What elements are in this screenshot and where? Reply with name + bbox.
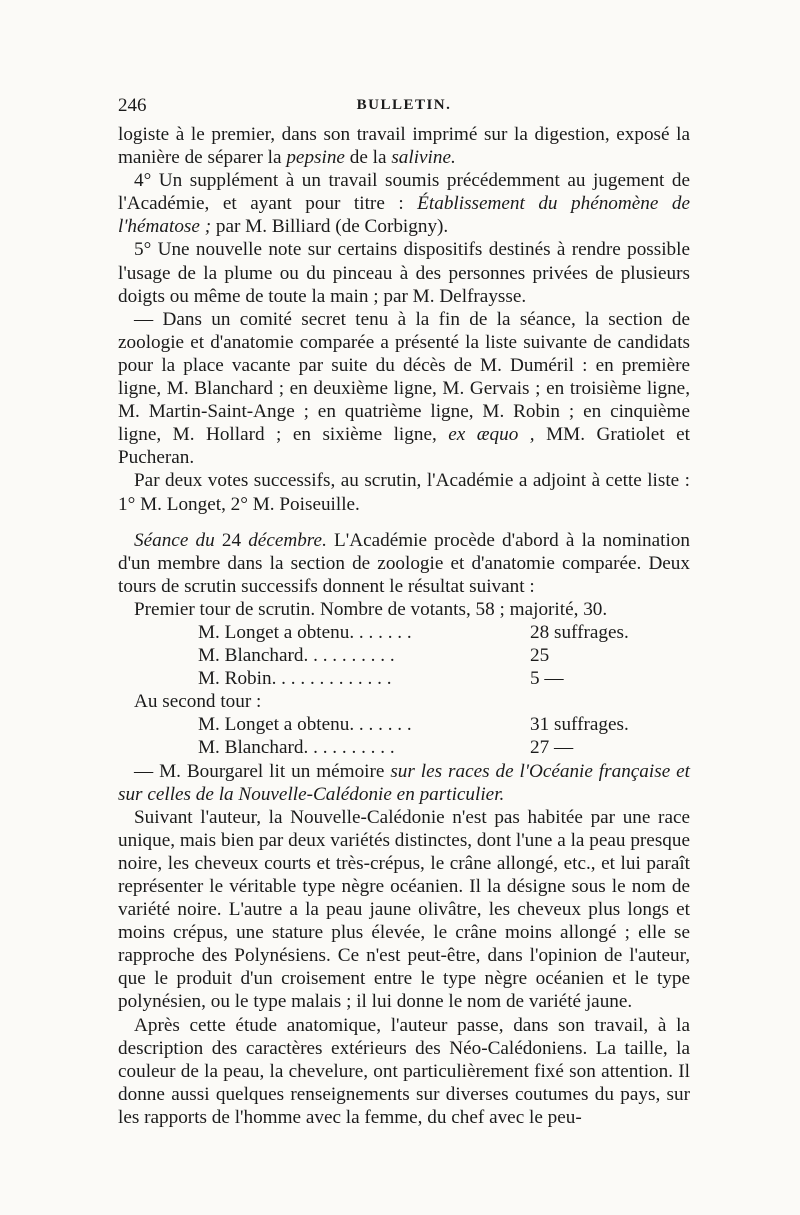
emphasis-span: ex æquo , <box>448 424 535 446</box>
first-round-heading: Premier tour de scrutin. Nombre de votants, 58 ; majorité, 30. <box>134 598 608 620</box>
vote-count: 28 suffrages. <box>530 621 629 643</box>
candidate-name: M. Robin. . . . . . . . . . . . . <box>198 668 392 690</box>
candidate-name: M. Longet a obtenu. . . . . . . <box>198 621 412 643</box>
paragraph-hematose <box>118 169 690 238</box>
emphasis-span: pepsine <box>286 147 345 169</box>
page-body <box>118 123 690 1129</box>
page-header <box>118 95 690 119</box>
paragraph-bourgarel <box>118 760 690 806</box>
text-span: — Dans un comité secret tenu à la fin de la séance, la section de zoologie et d'anatomie comparée a présenté la liste suivante de candidats pour la place vacante par suite du décès de M. Duméril : en première ligne, M. Blanchard ; en deuxième ligne, M. Gervais ; en troisième ligne, M. Martin-Saint-Ange ; en quatrième ligne, M. Robin ; en cinquième ligne, M. Hollard ; en sixième ligne, <box>118 308 690 446</box>
paragraph-varietes: Suivant l'auteur, la Nouvelle-Calédonie n'est pas habitée par une race unique, mais bien par deux variétés distinctes, dont l'une a la peau presque noire, les cheveux courts et très-crépus, le crâne allongé, etc., et lui paraît représenter le véritable type nègre océanien. Il la désigne sous le nom de variété noire. L'autre a la peau jaune olivâtre, les cheveux plus longs et moins crépus, une stature plus élevée, le crâne moins allongé ; elle se rapproche des Polynésiens. Ce n'est peut-être, dans l'opinion de l'auteur, que le produit d'un croisement entre le type nègre océanien et le type polynésien, ou le type malais ; il lui donne le nom de variété jaune. <box>118 806 690 1013</box>
vote-row <box>118 644 690 667</box>
text-span: de la <box>344 147 392 169</box>
vote-results <box>118 598 690 760</box>
text-span: — M. Bourgarel lit un mémoire <box>134 760 391 782</box>
paragraph-votes: Par deux votes successifs, au scrutin, l'Académie a adjoint à cette liste : 1° M. Longet, 2° M. Poiseuille. <box>118 470 690 515</box>
running-title: BULLETIN. <box>356 97 452 113</box>
paragraph-seance-24 <box>118 529 690 598</box>
text-span: 4° Un supplément à un travail soumis précédemment au jugement de l'Académie, et ayant pour titre : <box>118 170 690 215</box>
text-span: par M. Billiard (de Corbigny). <box>211 216 449 238</box>
candidate-name: M. Longet a obtenu. . . . . . . <box>198 714 412 736</box>
vote-row <box>118 713 690 736</box>
paragraph-comite-secret <box>118 308 690 470</box>
candidate-name: M. Blanchard. . . . . . . . . . <box>198 737 395 759</box>
paragraph-digestion <box>118 123 690 169</box>
vote-count: 5 — <box>530 668 564 690</box>
emphasis-span: sur les races de l'Océanie française et sur celles de la Nouvelle-Calédonie en particulier. <box>118 760 690 805</box>
text-span: L'Académie procède d'abord à la nomination d'un membre dans la section de zoologie et d'anatomie comparée. Deux tours de scrutin successifs donnent le résultat suivant : <box>118 529 690 597</box>
vote-count: 25 <box>530 645 550 667</box>
emphasis-span: Séance du <box>134 529 215 551</box>
vote-count: 27 — <box>530 737 574 759</box>
paragraph-delfraysse: 5° Une nouvelle note sur certains dispositifs destinés à rendre possible l'usage de la plume ou du pinceau à des personnes privées de plusieurs doigts ou même de toute la main ; par M. Delfraysse. <box>118 239 690 307</box>
vote-row <box>118 621 690 644</box>
emphasis-span: Établissement du phénomène de l'hématose ; <box>118 193 690 238</box>
paragraph-description: Après cette étude anatomique, l'auteur passe, dans son travail, à la description des caractères extérieurs des Néo-Calédoniens. La taille, la couleur de la peau, la chevelure, ont particulièrement fixé son attention. Il donne aussi quelques renseignements sur diverses coutumes du pays, sur les rapports de l'homme avec la femme, du chef avec le peu- <box>118 1014 690 1128</box>
vote-count: 31 suffrages. <box>530 714 629 736</box>
text-span: MM. Gratiolet et Pucheran. <box>118 424 690 469</box>
candidate-name: M. Blanchard. . . . . . . . . . <box>198 645 395 667</box>
page-number: 246 <box>118 95 147 116</box>
text-span: 24 <box>214 529 249 551</box>
emphasis-span: décembre. <box>248 529 327 551</box>
emphasis-span: salivine. <box>391 147 456 169</box>
vote-row <box>118 736 690 759</box>
text-span: logiste à le premier, dans son travail imprimé sur la digestion, exposé la manière de séparer la <box>118 124 690 169</box>
second-round-heading: Au second tour : <box>134 691 262 713</box>
vote-row <box>118 667 690 690</box>
